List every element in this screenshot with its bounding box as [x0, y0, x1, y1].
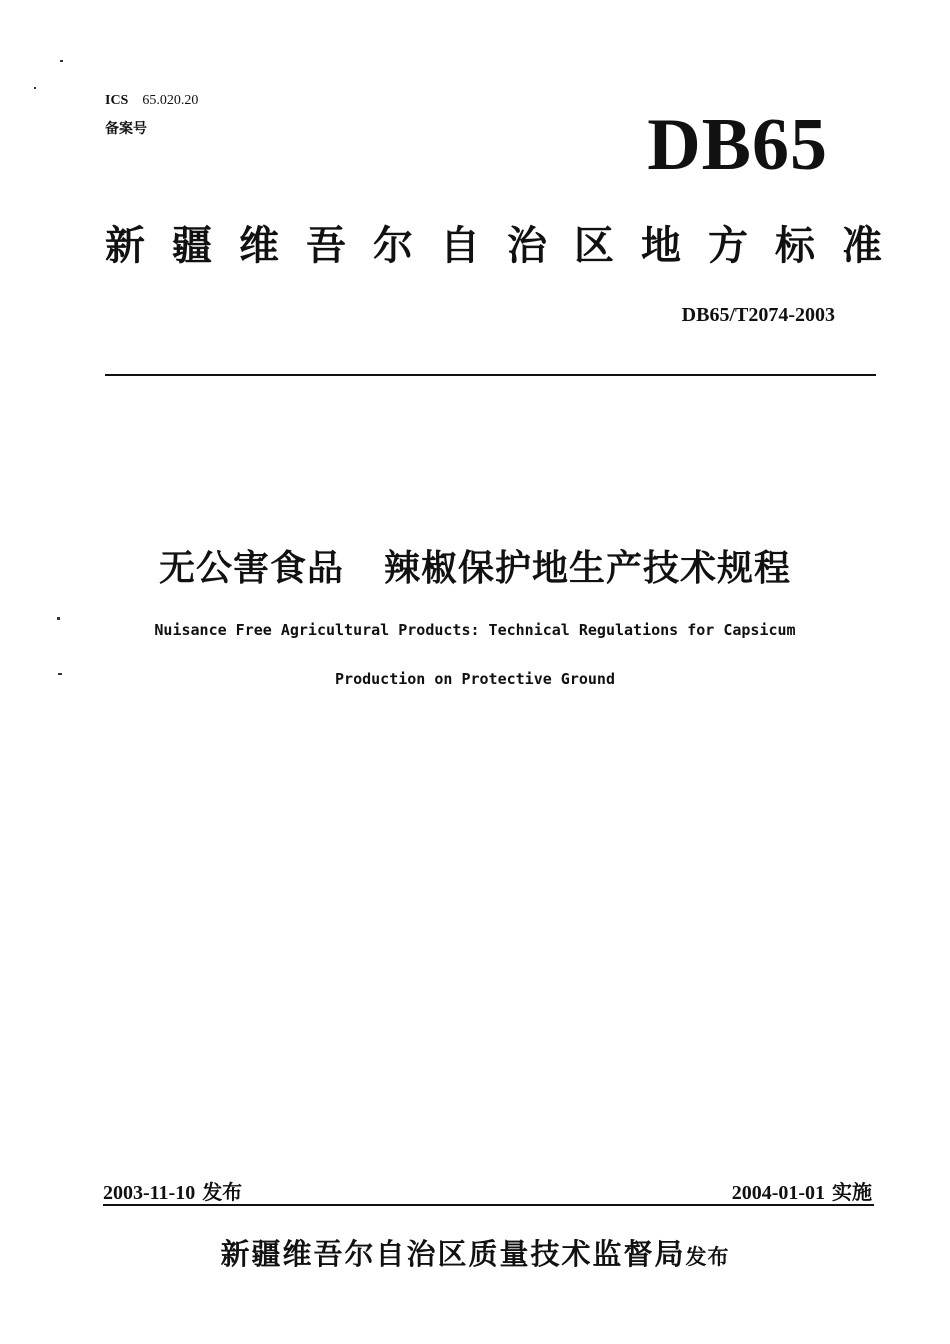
footer-divider: [103, 1204, 874, 1206]
header-divider: [105, 374, 876, 376]
document-title-cn: [0, 540, 950, 591]
issuing-authority: [0, 1232, 950, 1273]
scan-speck: [60, 60, 63, 62]
issue-date: [103, 1176, 242, 1205]
scan-speck: [34, 87, 36, 89]
issue-date-label: 发布: [202, 1180, 243, 1204]
ics-classification: [105, 93, 198, 109]
ics-code: 65.020.20: [142, 93, 199, 108]
document-title-en-line1: Nuisance Free Agricultural Products: Technical Regulations for Capsicum: [154, 621, 796, 639]
standard-code: DB65: [647, 104, 828, 186]
implementation-date: [732, 1176, 872, 1205]
document-title-en-line2: Production on Protective Ground: [335, 670, 615, 688]
title-cn-part1: 无公害食品: [158, 548, 344, 589]
issue-date-value: 2003-11-10: [103, 1182, 196, 1204]
issuer-name: 新疆维吾尔自治区质量技术监督局: [220, 1237, 686, 1271]
implementation-date-value: 2004-01-01: [731, 1182, 826, 1204]
issuer-suffix: 发布: [685, 1245, 730, 1269]
filing-number-label: 备案号: [105, 121, 147, 137]
standard-number: DB65/T2074-2003: [681, 304, 835, 326]
title-cn-part2: 辣椒保护地生产技术规程: [384, 548, 792, 589]
standard-type-heading: 新疆维吾尔自治区地方标准: [105, 223, 909, 269]
implementation-date-label: 实施: [832, 1180, 872, 1204]
scan-speck: [57, 617, 60, 620]
ics-label: ICS: [105, 93, 129, 108]
